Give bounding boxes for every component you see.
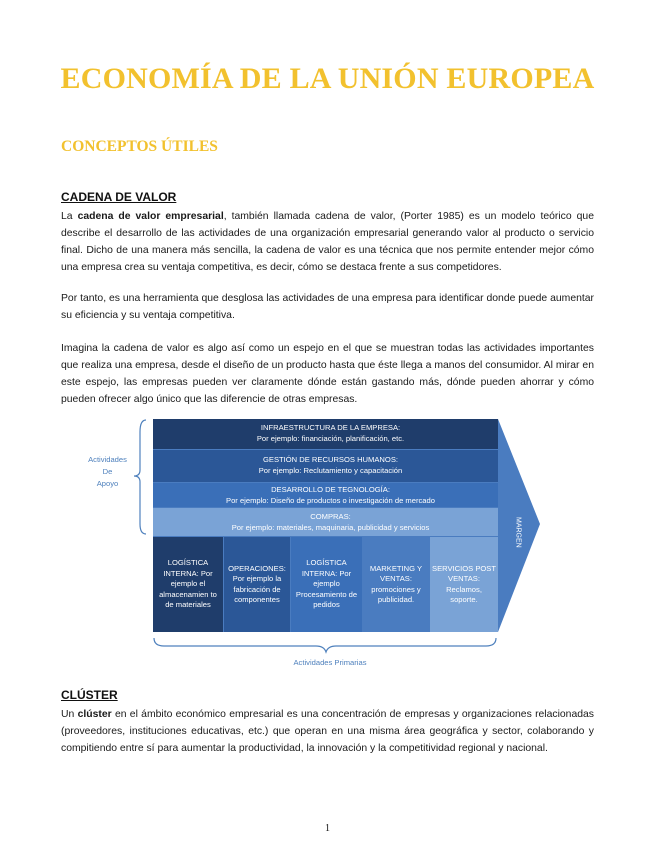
heading-cadena-de-valor: CADENA DE VALOR [61,190,177,204]
support-band-recursos-humanos: GESTIÓN DE RECURSOS HUMANOS: Por ejemplo: Reclutamiento y capacitación [258,455,403,475]
value-chain-diagram [80,412,550,674]
support-band-infraestructura: INFRAESTRUCTURA DE LA EMPRESA: Por ejemplo: financiación, planificación, etc. [256,423,405,443]
term-cadena-de-valor: cadena de valor empresarial [77,211,224,222]
support-activities-label: Actividades De Apoyo [88,455,127,488]
term-cluster: clúster [77,709,112,720]
support-band-compras: COMPRAS: Por ejemplo: materiales, maquinaria, publicidad y servicios [231,512,430,532]
heading-cluster: CLÚSTER [61,688,118,702]
margin-label: MARGEN [514,516,522,548]
primary-operaciones: OPERACIONES: Por ejemplo la fabricación de componentes [228,563,286,604]
support-band-tecnologia: DESARROLLO DE TEGNOLOGÍA: Por ejemplo: Diseño de productos o investigación de mercado [226,485,435,505]
page-number: 1 [325,823,330,834]
primary-servicios-post-ventas: SERVICIOS POST VENTAS: Reclamos, soporte. [432,563,497,604]
primary-activities-label: Actividades Primarias [293,658,367,667]
section-subtitle: CONCEPTOS ÚTILES [61,138,218,155]
paragraph-cadena-2: Por tanto, es una herramienta que desglosa las actividades de una empresa para identificar donde puede aumentar su eficiencia y su ventaja competitiva. [61,293,594,321]
paragraph-cadena-1: La cadena de valor empresarial, también llamada cadena de valor, (Porter 1985) es un modelo teórico que describe el desarrollo de las actividades de una organización empresarial generando valor al producto o servicio final. Dicho de una manera más sencilla, la cadena de valor es una técnica que nos permite entender mejor cómo una empresa crea su ventaja competitiva, es decir, cómo se destaca frente a sus competidores. [61,211,594,273]
primary-logistica-pedidos: LOGÍSTICA INTERNA: Por ejemplo Procesamiento de pedidos [295,558,358,610]
page-title: ECONOMÍA DE LA UNIÓN EUROPEA [60,62,595,95]
paragraph-cadena-3: Imagina la cadena de valor es algo así como un espejo en el que se muestran todas las actividades importantes que realiza una empresa, desde el diseño de un producto hasta que éste llega a manos del consumidor. Al mirar en este espejo, las empresas pueden ver claramente dónde están gastando más, dónde pueden ahorrar y cómo pueden ofrecer algo único que las diferencie de otras empresas. [61,343,594,405]
primary-marketing-ventas: MARKETING Y VENTAS: promociones y publicidad. [369,563,423,604]
primary-logistica-interna: LOGÍSTICA INTERNA: Por ejemplo el almacenamien to de materiales [159,558,217,610]
paragraph-cluster-1: Un clúster en el ámbito económico empresarial es una concentración de empresas y organizaciones relacionadas (proveedores, instituciones educativas, etc.) que operan en una misma área geográfica y sector, colaborando y compitiendo entre sí para aumentar la productividad, la innovación y la competitividad regional y nacional. [61,709,594,754]
